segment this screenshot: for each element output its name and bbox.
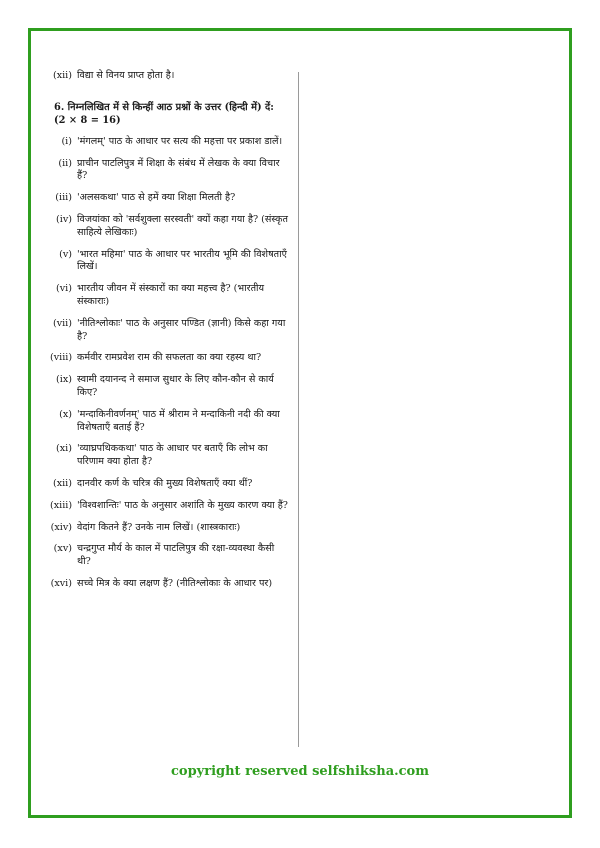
item-number: (xii): [52, 70, 72, 81]
section-heading: [54, 101, 290, 127]
question-number: (iii): [55, 192, 72, 204]
question-number: (i): [61, 135, 72, 147]
question-item: [50, 543, 290, 569]
question-text: प्राचीन पाटलिपुत्र में शिक्षा के संबंध में लेखक के क्या विचार हैं?: [77, 157, 280, 182]
question-number: (xvi): [50, 577, 72, 589]
question-number: (xv): [53, 543, 72, 555]
item-text: विद्या से विनय प्राप्त होता है।: [77, 70, 175, 81]
question-text: चन्द्रगुप्त मौर्य के काल में पाटलिपुत्र की रक्षा-व्यवस्था कैसी थी?: [77, 543, 275, 568]
question-text: 'नीतिश्लोकाः' पाठ के अनुसार पण्डित (ज्ञानी) किसे कहा गया है?: [77, 317, 286, 342]
question-number: (ix): [56, 374, 72, 386]
question-text: 'मन्दाकिनीवर्णनम्' पाठ में श्रीराम ने मन्दाकिनी नदी की क्या विशेषताएँ बताई हैं?: [77, 408, 280, 433]
question-text: सच्चे मित्र के क्या लक्षण हैं? (नीतिश्लोकाः के आधार पर): [77, 577, 273, 589]
question-text: 'मंगलम्' पाठ के आधार पर सत्य की महत्ता पर प्रकाश डालें।: [77, 135, 283, 147]
question-item: [50, 283, 290, 309]
question-item: [50, 578, 290, 591]
question-number: (iv): [56, 213, 72, 225]
question-item: [50, 500, 290, 513]
question-text: दानवीर कर्ण के चरित्र की मुख्य विशेषताएँ क्या थीं?: [77, 477, 253, 489]
question-column: [50, 70, 290, 600]
question-item: [50, 192, 290, 205]
question-item: [50, 443, 290, 469]
question-number: (xii): [52, 477, 72, 489]
question-item: [50, 136, 290, 149]
question-number: (xi): [56, 443, 72, 455]
question-number: (vii): [52, 317, 72, 329]
question-text: कर्मवीर रामप्रवेश राम की सफलता का क्या रहस्य था?: [77, 352, 262, 364]
question-item: [50, 478, 290, 491]
question-item: [50, 352, 290, 365]
question-text: 'व्याघ्रपथिककथा' पाठ के आधार पर बताएँ कि लोभ का परिणाम क्या होता है?: [77, 443, 268, 468]
question-item: [50, 214, 290, 240]
question-text: 'अलसकथा' पाठ से हमें क्या शिक्षा मिलती है?: [77, 192, 236, 204]
question-text: 'भारत महिमा' पाठ के आधार पर भारतीय भूमि की विशेषताएँ लिखें।: [77, 248, 287, 273]
question-number: (x): [59, 408, 72, 420]
question-text: विजयांका को 'सर्वशुक्ला सरस्वती' क्यों कहा गया है? (संस्कृत साहित्ये लेखिकाः): [77, 213, 288, 238]
question-list: [50, 136, 290, 591]
question-item: [50, 374, 290, 400]
copyright-footer: copyright reserved selfshiksha.com: [171, 764, 429, 779]
section-heading-text: 6. निम्नलिखित में से किन्हीं आठ प्रश्नों के उत्तर (हिन्दी में) दें:: [54, 101, 274, 113]
question-item: [50, 522, 290, 535]
question-number: (viii): [50, 352, 73, 364]
question-number: (v): [59, 248, 72, 260]
question-number: (ii): [58, 157, 72, 169]
section-marks: (2 × 8 = 16): [54, 114, 121, 126]
question-number: (vi): [56, 283, 72, 295]
question-text: स्वामी दयानन्द ने समाज सुधार के लिए कौन-कौन से कार्य किए?: [77, 374, 274, 398]
question-text: 'विश्वशान्तिः' पाठ के अनुसार अशांति के मुख्य कारण क्या हैं?: [77, 499, 288, 511]
question-item: [50, 409, 290, 435]
question-text: भारतीय जीवन में संस्कारों का क्या महत्त्व है? (भारतीय संस्काराः): [77, 283, 265, 307]
question-number: (xiii): [50, 499, 73, 511]
question-item: [50, 158, 290, 184]
question-number: (xiv): [50, 521, 72, 533]
question-item: [50, 249, 290, 275]
column-divider: [298, 72, 299, 747]
question-item: [50, 318, 290, 344]
carryover-item: [50, 70, 290, 83]
question-text: वेदांग कितने हैं? उनके नाम लिखें। (शास्त्रकाराः): [77, 521, 241, 533]
